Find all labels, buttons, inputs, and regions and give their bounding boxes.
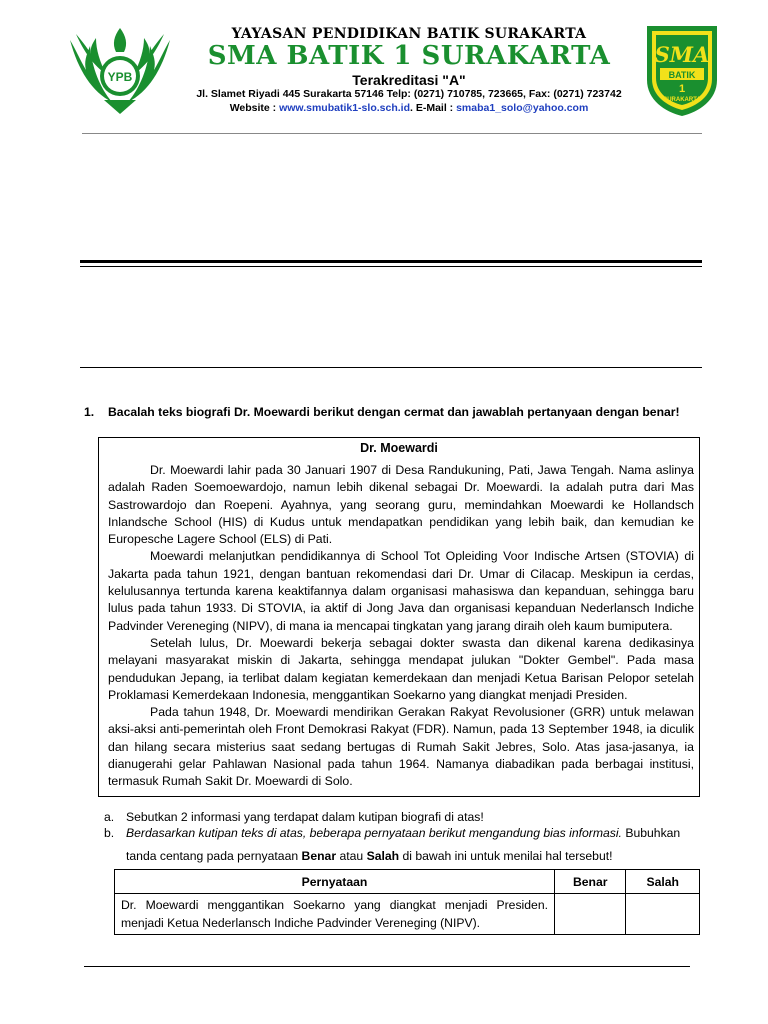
contact-line	[180, 102, 638, 114]
biography-paragraph: Dr. Moewardi lahir pada 30 Januari 1907 di Desa Randukuning, Pati, Jawa Tengah. Nama aslinya adalah Raden Soemoewardojo, namun lebih dikenal sebagai Dr. Moewardi. Ia adalah putra dari Mas Sastrowardojo dan Roepeni. Ayahnya, yang seorang guru, memindahkan Moewardi ke Hollandsch Inlandsche School (HIS) di Kudus untuk mendapatkan pendidikan yang lebih baik, dan kemudian ke Europesche Lagere School (ELS) di Pati.	[108, 463, 694, 547]
keyword-salah: Salah	[366, 849, 400, 863]
svg-text:BATIK: BATIK	[668, 70, 696, 80]
subquestion-b	[104, 826, 680, 840]
header-benar: Benar	[555, 870, 626, 894]
section-rule-thin	[80, 266, 702, 267]
section-rule	[80, 367, 702, 368]
website-label: Website :	[229, 102, 280, 114]
subquestion-label: b.	[104, 826, 115, 840]
subquestion-text: Bubuhkan	[621, 826, 681, 840]
salah-checkbox-cell[interactable]	[626, 894, 700, 935]
header-salah: Salah	[626, 870, 700, 894]
svg-text:YPB: YPB	[107, 70, 133, 84]
subquestion-text-italic: Berdasarkan kutipan teks di atas, beberapa pernyataan berikut mengandung bias informasi.	[126, 826, 622, 840]
statement-cell: Dr. Moewardi menggantikan Soekarno yang diangkat menjadi Presiden. menjadi Ketua Nederlansch Indiche Padvinder Vereneging (NIPV).	[115, 894, 555, 935]
keyword-benar: Benar	[301, 849, 337, 863]
accreditation: Terakreditasi "A"	[352, 72, 466, 88]
biography-title: Dr. Moewardi	[360, 441, 438, 455]
question-number: 1.	[84, 405, 95, 419]
instruction-text: atau	[336, 849, 367, 863]
biography-paragraph: Setelah lulus, Dr. Moewardi bekerja sebagai dokter swasta dan dikenal karena dedikasinya melayani masyarakat miskin di Jakarta, sehingga mendapat julukan "Dokter Gembel". Pada masa pendudukan Jepang, ia terlibat dalam kegiatan kemerdekaan dan menjadi Ketua Barisan Pelopor setelah Proklamasi Kemerdekaan Indonesia, menggantikan Soekarno yang diangkat menjadi Presiden.	[108, 635, 694, 702]
svg-text:SURAKARTA: SURAKARTA	[663, 97, 701, 103]
biography-paragraph: Pada tahun 1948, Dr. Moewardi mendirikan Gerakan Rakyat Revolusioner (GRR) untuk melawan aksi-aksi anti-pemerintah oleh Front Demokrasi Rakyat (FDR). Namun, pada 13 September 1948, ia diculik dan hilang secara misterius saat sedang bertugas di Rumah Sakit Jebres, Solo. Atas jasa-jasanya, ia dianugerahi gelar Pahlawan Nasional pada tahun 1964. Namanya diabadikan pada berbagai institusi, termasuk Rumah Sakit Dr. Moewardi di Solo.	[108, 705, 694, 789]
biography-paragraph: Moewardi melanjutkan pendidikannya di School Tot Opleiding Voor Indische Artsen (STOVIA) di Jakarta pada tahun 1921, dengan bantuan rekomendasi dari Dr. Umar di Cilacap. Meskipun ia cerdas, kelulusannya tertunda karena keaktifannya dalam organisasi mahasiswa dan kepanduan, sehingga baru lulus pada tahun 1933. Di STOVIA, ia aktif di Jong Java dan organisasi kepanduan Nederlansch Indiche Padvinder Vereneging (NIPV), di mana ia mencapai tingkatan yang jarang diraih oleh kaum bumiputera.	[108, 549, 694, 633]
instruction-text: tanda centang pada pernyataan	[126, 849, 302, 863]
subquestion-b-continued	[126, 849, 613, 863]
subquestion-label: a.	[104, 810, 115, 824]
letterhead-divider	[82, 133, 702, 134]
email-link[interactable]: smaba1_solo@yahoo.com	[456, 102, 589, 114]
foundation-name: YAYASAN PENDIDIKAN BATIK SURAKARTA	[231, 26, 587, 42]
website-link[interactable]: www.smubatik1-slo.sch.id	[279, 102, 410, 114]
biography-text	[108, 462, 694, 791]
question-instruction: Bacalah teks biografi Dr. Moewardi berikut dengan cermat dan jawablah pertanyaan dengan benar!	[108, 405, 680, 419]
instruction-text: di bawah ini untuk menilai hal tersebut!	[399, 849, 613, 863]
svg-text:SMA: SMA	[654, 42, 710, 67]
question-1	[84, 405, 680, 419]
school-name: SMA BATIK 1 SURAKARTA	[207, 41, 611, 71]
subquestion-text: Sebutkan 2 informasi yang terdapat dalam kutipan biografi di atas!	[126, 810, 484, 824]
header-statement: Pernyataan	[115, 870, 555, 894]
email-label: . E-Mail :	[410, 102, 457, 114]
table-header-row	[115, 870, 700, 894]
table-row	[115, 894, 700, 935]
school-address: Jl. Slamet Riyadi 445 Surakarta 57146 Telp: (0271) 710785, 723665, Fax: (0271) 723742	[196, 88, 622, 100]
svg-text:1: 1	[678, 83, 686, 95]
footer-rule	[84, 966, 690, 967]
sma-batik-logo	[643, 22, 721, 118]
statement-table	[114, 869, 700, 935]
benar-checkbox-cell[interactable]	[555, 894, 626, 935]
ypb-logo	[66, 26, 174, 116]
subquestion-a	[104, 810, 484, 824]
